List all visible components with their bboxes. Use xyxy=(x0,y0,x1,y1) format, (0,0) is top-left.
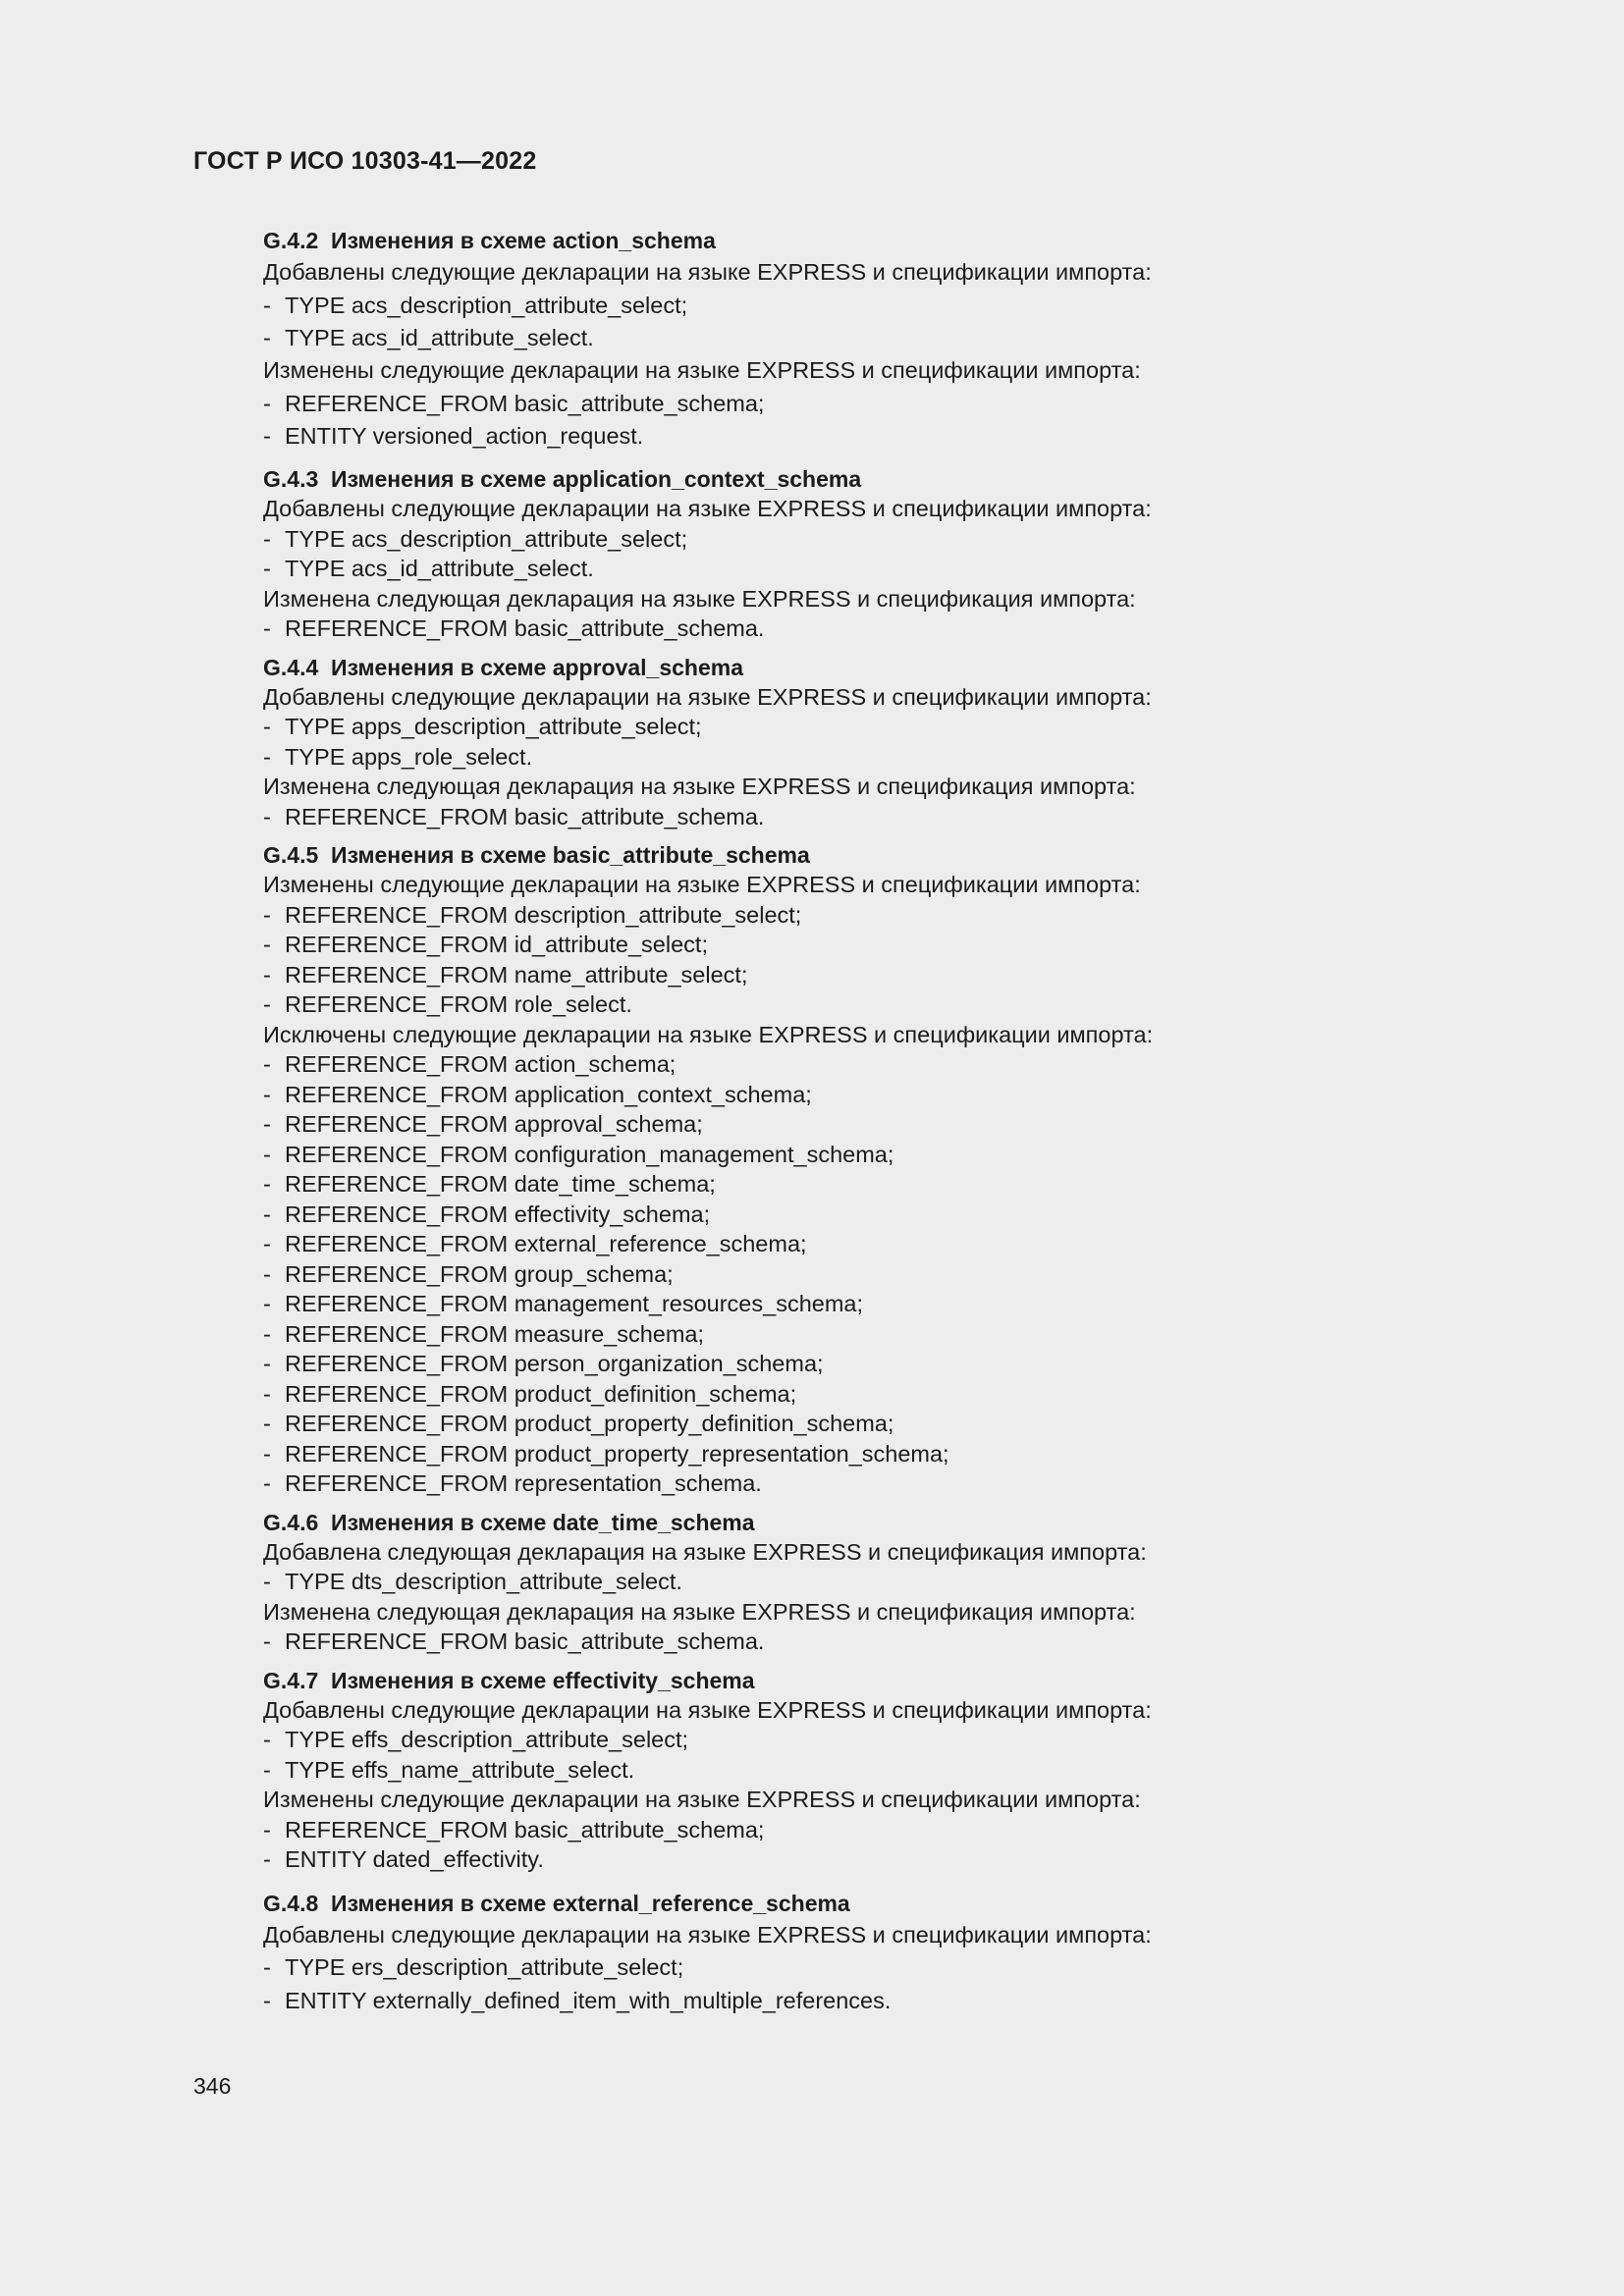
section-heading xyxy=(263,653,1441,682)
block-intro: Изменена следующая декларация на языке EXPRESS и спецификация импорта: xyxy=(263,1598,1136,1625)
section-g-4-6 xyxy=(263,1508,1441,1657)
list-item: - REFERENCE_FROM external_reference_schema; xyxy=(263,1231,807,1256)
list-item: - ENTITY versioned_action_request. xyxy=(263,423,644,449)
block-intro: Изменены следующие декларации на языке EXPRESS и спецификации импорта: xyxy=(263,1787,1141,1812)
list-item: - REFERENCE_FROM name_attribute_select; xyxy=(263,961,748,988)
list-item: - REFERENCE_FROM group_schema; xyxy=(263,1260,674,1287)
section-title: Изменения в схеме date_time_schema xyxy=(331,1509,755,1535)
list-item: - TYPE effs_name_attribute_select. xyxy=(263,1756,635,1783)
block-intro: Добавлены следующие декларации на языке EXPRESS и спецификации импорта: xyxy=(263,496,1152,521)
list-item: - REFERENCE_FROM measure_schema; xyxy=(263,1320,705,1347)
list-item: - TYPE dts_description_attribute_select. xyxy=(263,1569,682,1594)
block-intro: Исключены следующие декларации на языке EXPRESS и спецификации импорта: xyxy=(263,1021,1154,1047)
section-heading xyxy=(263,1889,1441,1918)
section-title: Изменения в схеме external_reference_schema xyxy=(331,1890,850,1916)
section-title: Изменения в схеме action_schema xyxy=(331,228,716,253)
section-g-4-3 xyxy=(263,464,1441,644)
list-item: - REFERENCE_FROM management_resources_schema; xyxy=(263,1291,864,1316)
section-heading xyxy=(263,1508,1441,1537)
list-item: - REFERENCE_FROM person_organization_schema; xyxy=(263,1351,824,1376)
section-g-4-7 xyxy=(263,1666,1441,1875)
list-item: - TYPE acs_id_attribute_select. xyxy=(263,556,594,581)
list-item: - REFERENCE_FROM product_property_representation_schema; xyxy=(263,1440,949,1467)
section-g-4-4 xyxy=(263,653,1441,832)
list-item: - TYPE acs_description_attribute_select; xyxy=(263,293,688,318)
page-header: ГОСТ Р ИСО 10303-41—2022 xyxy=(193,147,537,175)
list-item: - TYPE apps_role_select. xyxy=(263,743,533,770)
block-intro: Добавлены следующие декларации на языке EXPRESS и спецификации импорта: xyxy=(263,683,1152,710)
list-item: - REFERENCE_FROM description_attribute_select; xyxy=(263,901,802,928)
list-item: - REFERENCE_FROM basic_attribute_schema. xyxy=(263,615,765,641)
list-item: - REFERENCE_FROM effectivity_schema; xyxy=(263,1201,711,1227)
list-item: - REFERENCE_FROM basic_attribute_schema; xyxy=(263,1816,765,1842)
document-body xyxy=(263,226,1441,2017)
list-item: - REFERENCE_FROM basic_attribute_schema. xyxy=(263,1629,765,1654)
section-heading xyxy=(263,464,1441,494)
list-item: - ENTITY dated_effectivity. xyxy=(263,1846,544,1872)
list-item: - ENTITY externally_defined_item_with_multiple_references. xyxy=(263,1987,892,2013)
block-intro: Изменены следующие декларации на языке EXPRESS и спецификации импорта: xyxy=(263,872,1141,897)
section-g-4-8 xyxy=(263,1889,1441,2017)
block-intro: Добавлены следующие декларации на языке EXPRESS и спецификации импорта: xyxy=(263,1921,1152,1948)
section-heading xyxy=(263,226,1441,255)
section-heading xyxy=(263,840,1441,870)
list-item: - REFERENCE_FROM representation_schema. xyxy=(263,1470,762,1496)
block-intro: Добавлены следующие декларации на языке EXPRESS и спецификации импорта: xyxy=(263,259,1152,285)
list-item: - REFERENCE_FROM product_property_definition_schema; xyxy=(263,1411,894,1436)
section-number: G.4.7 xyxy=(263,1667,319,1693)
section-title: Изменения в схеме approval_schema xyxy=(331,654,744,680)
list-item: - REFERENCE_FROM configuration_management_schema; xyxy=(263,1141,894,1167)
list-item: - TYPE acs_description_attribute_select; xyxy=(263,525,688,552)
list-item: - REFERENCE_FROM action_schema; xyxy=(263,1051,677,1077)
section-number: G.4.4 xyxy=(263,654,319,680)
list-item: - REFERENCE_FROM approval_schema; xyxy=(263,1111,703,1137)
block-intro: Добавлены следующие декларации на языке EXPRESS и спецификации импорта: xyxy=(263,1696,1152,1723)
section-title: Изменения в схеме application_context_schema xyxy=(331,466,862,492)
list-item: - REFERENCE_FROM id_attribute_select; xyxy=(263,932,708,957)
section-number: G.4.6 xyxy=(263,1509,319,1535)
list-item: - REFERENCE_FROM date_time_schema; xyxy=(263,1171,716,1197)
section-number: G.4.3 xyxy=(263,466,319,492)
list-item: - REFERENCE_FROM basic_attribute_schema. xyxy=(263,803,765,829)
list-item: - TYPE acs_id_attribute_select. xyxy=(263,325,594,350)
section-g-4-5 xyxy=(263,840,1441,1499)
list-item: - REFERENCE_FROM product_definition_schema; xyxy=(263,1380,797,1407)
block-intro: Добавлена следующая декларация на языке EXPRESS и спецификация импорта: xyxy=(263,1538,1147,1565)
block-intro: Изменены следующие декларации на языке EXPRESS и спецификации импорта: xyxy=(263,357,1141,383)
section-number: G.4.2 xyxy=(263,228,319,253)
section-heading xyxy=(263,1666,1441,1695)
list-item: - REFERENCE_FROM basic_attribute_schema; xyxy=(263,391,765,416)
page-number: 346 xyxy=(193,2073,232,2099)
section-number: G.4.8 xyxy=(263,1890,319,1916)
block-intro: Изменена следующая декларация на языке EXPRESS и спецификация импорта: xyxy=(263,774,1136,799)
section-title: Изменения в схеме basic_attribute_schema xyxy=(331,842,810,868)
list-item: - TYPE effs_description_attribute_select; xyxy=(263,1727,689,1752)
list-item: - TYPE apps_description_attribute_select; xyxy=(263,714,702,739)
section-number: G.4.5 xyxy=(263,842,319,868)
list-item: - REFERENCE_FROM application_context_schema; xyxy=(263,1081,812,1107)
section-g-4-2 xyxy=(263,226,1441,453)
section-title: Изменения в схеме effectivity_schema xyxy=(331,1667,755,1693)
list-item: - REFERENCE_FROM role_select. xyxy=(263,991,632,1017)
list-item: - TYPE ers_description_attribute_select; xyxy=(263,1953,684,1980)
block-intro: Изменена следующая декларация на языке EXPRESS и спецификация импорта: xyxy=(263,585,1136,612)
